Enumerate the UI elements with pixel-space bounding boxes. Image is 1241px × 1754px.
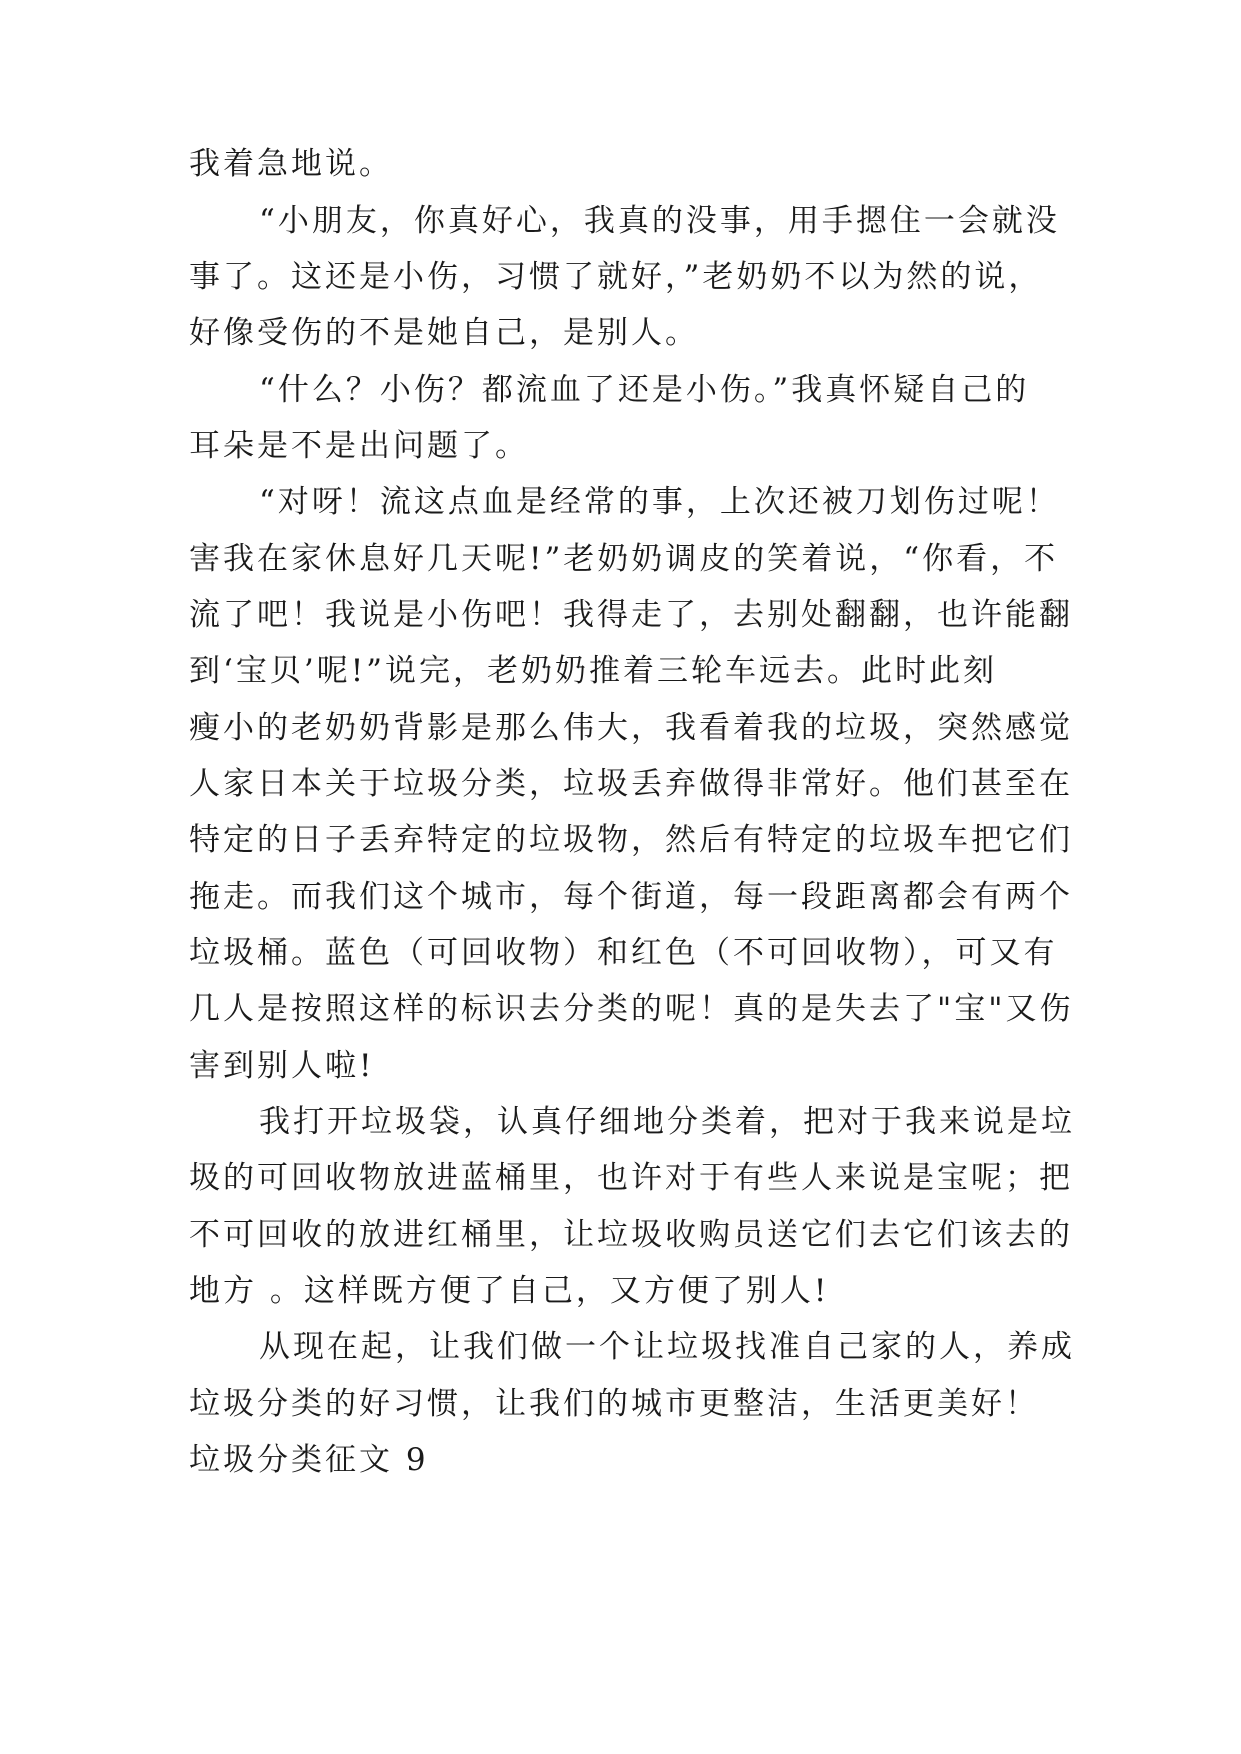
- text-line: 人家日本关于垃圾分类，垃圾丢弃做得非常好。他们甚至在: [189, 766, 1073, 802]
- text-line: 垃圾桶。蓝色（可回收物）和红色（不可回收物），可又有: [189, 935, 1058, 971]
- text-line: 垃圾分类的好习惯，让我们的城市更整洁，生活更美好！: [189, 1386, 1039, 1422]
- paragraph-start: “小朋友，你真好心，我真的没事，用手摁住一会就没: [259, 203, 1060, 239]
- text-line: 瘦小的老奶奶背影是那么伟大，我看着我的垃圾，突然感觉: [189, 710, 1073, 746]
- paragraph-start: 我打开垃圾袋，认真仔细地分类着，把对于我来说是垃: [259, 1104, 1075, 1140]
- text-line: 事了。这还是小伤，习惯了就好，”老奶奶不以为然的说，: [189, 259, 1043, 295]
- text-line: 不可回收的放进红桶里，让垃圾收购员送它们去它们该去的: [189, 1217, 1073, 1253]
- paragraph-start: 从现在起，让我们做一个让垃圾找准自己家的人，养成: [259, 1329, 1075, 1365]
- text-line: 特定的日子丢弃特定的垃圾物，然后有特定的垃圾车把它们: [189, 822, 1073, 858]
- text-line: 地方 。这样既方便了自己，又方便了别人!: [189, 1273, 830, 1309]
- text-line: 圾的可回收物放进蓝桶里，也许对于有些人来说是宝呢；把: [189, 1160, 1073, 1196]
- text-line: 我着急地说。: [189, 146, 393, 182]
- text-line: 害我在家休息好几天呢!”老奶奶调皮的笑着说，“你看，不: [189, 541, 1059, 577]
- text-line: 到‘宝贝’呢!”说完，老奶奶推着三轮车远去。此时此刻: [189, 653, 998, 689]
- paragraph-start: “对呀！流这点血是经常的事，上次还被刀划伤过呢！: [259, 484, 1060, 520]
- text-line: 耳朵是不是出问题了。: [189, 428, 529, 464]
- text-line: 害到别人啦!: [189, 1048, 375, 1084]
- text-line: 几人是按照这样的标识去分类的呢！真的是失去了"宝"又伤: [189, 991, 1074, 1027]
- text-line: 拖走。而我们这个城市，每个街道，每一段距离都会有两个: [189, 879, 1073, 915]
- text-line: 好像受伤的不是她自己，是别人。: [189, 315, 699, 351]
- section-heading: 垃圾分类征文 9: [189, 1442, 429, 1478]
- paragraph-start: “什么？小伤？都流血了还是小伤。”我真怀疑自己的: [259, 372, 1030, 408]
- text-line: 流了吧！我说是小伤吧！我得走了，去别处翻翻，也许能翻: [189, 597, 1073, 633]
